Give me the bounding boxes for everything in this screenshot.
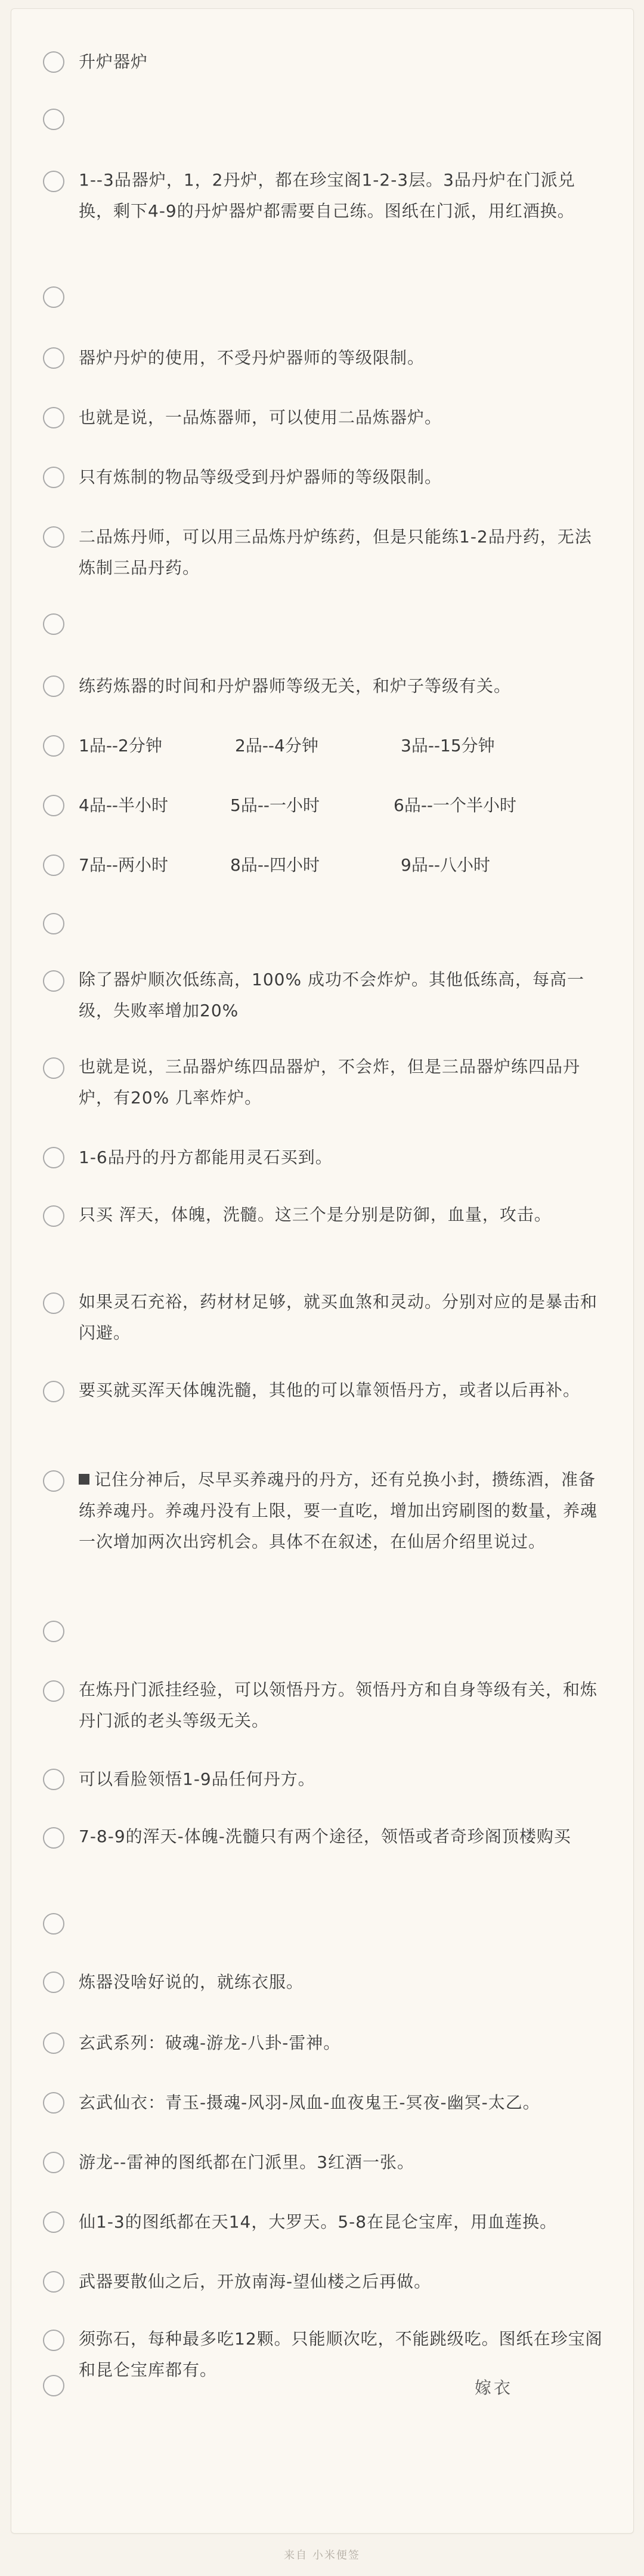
checkbox[interactable] [43,2211,64,2233]
checkbox[interactable] [43,1827,64,1849]
checkbox[interactable] [43,1292,64,1314]
checkbox[interactable] [43,854,64,876]
checkbox[interactable] [43,1381,64,1402]
checkbox[interactable] [43,1147,64,1168]
time-cell: 6品--一个半小时 [394,795,517,815]
item-text: 也就是说，三品器炉练四品器炉，不会炸，但是三品器炉练四品丹炉，有20% 几率炸炉。 [79,1057,581,1107]
checkbox[interactable] [43,171,64,192]
checkbox[interactable] [43,1057,64,1079]
item-text: 器炉丹炉的使用，不受丹炉器师的等级限制。 [79,348,425,368]
item-text-content: 记住分神后，尽早买养魂丹的丹方，还有兑换小封，攒练酒，准备练养魂丹。养魂丹没有上限，要一直吃，增加出窍刷图的数量，养魂一次增加两次出窍机会。具体不在叙述，在仙居介绍里说过。 [79,1470,598,1551]
item-text: 炼器没啥好说的，就练衣服。 [79,1972,304,1992]
checkbox[interactable] [43,1205,64,1227]
item-text: 除了器炉顺次低练高，100% 成功不会炸炉。其他低练高，每高一级，失败率增加20% [79,970,584,1020]
item-text: 二品炼丹师，可以用三品炼丹炉练药，但是只能练1-2品丹药，无法炼制三品丹药。 [79,527,592,578]
item-text: 7-8-9的浑天-体魄-洗髓只有两个途径，领悟或者奇珍阁顶楼购买 [79,1827,571,1846]
checkbox[interactable] [43,2152,64,2173]
checkbox[interactable] [43,675,64,697]
item-text: 可以看脸领悟1-9品任何丹方。 [79,1769,315,1789]
item-text [79,1464,603,1557]
app-footer: 来自 小米便签 [284,2549,360,2562]
square-bullet-icon [79,1474,89,1485]
time-cell: 9品--八小时 [401,855,491,875]
item-text: 只买 浑天，体魄，洗髓。这三个是分别是防御，血量，攻击。 [79,1205,552,1224]
checkbox[interactable] [43,735,64,757]
time-cell: 2品--4分钟 [235,736,318,755]
item-text: 要买就买浑天体魄洗髓，其他的可以靠领悟丹方，或者以后再补。 [79,1380,581,1400]
time-cell: 5品--一小时 [230,795,320,815]
checkbox[interactable] [43,2092,64,2114]
checkbox[interactable] [43,2032,64,2054]
item-text: 练药炼器的时间和丹炉器师等级无关，和炉子等级有关。 [79,676,512,696]
checkbox[interactable] [43,795,64,816]
checkbox[interactable] [43,1769,64,1790]
checkbox[interactable] [43,526,64,548]
item-text: 须弥石，每种最多吃12颗。只能顺次吃，不能跳级吃。图纸在珍宝阁和昆仑宝库都有。 [79,2329,603,2380]
item-text: 也就是说，一品炼器师，可以使用二品炼器炉。 [79,408,442,427]
checkbox[interactable] [43,2330,64,2351]
checkbox[interactable] [43,286,64,308]
item-text: 如果灵石充裕，药材材足够，就买血煞和灵动。分别对应的是暴击和闪避。 [79,1292,598,1343]
checkbox[interactable] [43,347,64,369]
checkbox[interactable] [43,1621,64,1642]
time-cell: 1品--2分钟 [79,736,162,755]
item-text: 只有炼制的物品等级受到丹炉器师的等级限制。 [79,467,442,487]
time-cell: 3品--15分钟 [401,736,495,755]
checkbox[interactable] [43,467,64,488]
checkbox[interactable] [43,1972,64,1993]
item-text: 升炉器炉 [79,52,148,72]
checkbox[interactable] [43,1470,64,1492]
checkbox[interactable] [43,407,64,428]
checkbox[interactable] [43,613,64,635]
item-text: 玄武仙衣：青玉-摄魂-风羽-凤血-血夜鬼王-冥夜-幽冥-太乙。 [79,2093,540,2112]
item-text: 玄武系列：破魂-游龙-八卦-雷神。 [79,2033,341,2053]
item-text: 1--3品器炉，1，2丹炉，都在珍宝阁1-2-3层。3品丹炉在门派兑换，剩下4-9的丹炉器炉都需要自己练。图纸在门派，用红酒换。 [79,170,575,221]
checkbox[interactable] [43,1913,64,1935]
checkbox[interactable] [43,913,64,934]
item-text: 1-6品丹的丹方都能用灵石买到。 [79,1147,333,1167]
checkbox[interactable] [43,2271,64,2293]
checkbox[interactable] [43,109,64,130]
time-cell: 7品--两小时 [79,855,169,875]
item-text: 武器要散仙之后，开放南海-望仙楼之后再做。 [79,2272,432,2291]
time-cell: 4品--半小时 [79,795,169,815]
checkbox[interactable] [43,51,64,73]
item-text: 游龙--雷神的图纸都在门派里。3红酒一张。 [79,2152,415,2172]
item-text: 仙1-3的图纸都在天14，大罗天。5-8在昆仑宝库，用血莲换。 [79,2212,558,2232]
checkbox[interactable] [43,970,64,992]
checkbox[interactable] [43,1680,64,1702]
item-text: 在炼丹门派挂经验，可以领悟丹方。领悟丹方和自身等级有关，和炼丹门派的老头等级无关。 [79,1680,598,1730]
signature: 嫁衣 [475,2378,513,2398]
time-cell: 8品--四小时 [230,855,320,875]
checkbox[interactable] [43,2375,64,2396]
